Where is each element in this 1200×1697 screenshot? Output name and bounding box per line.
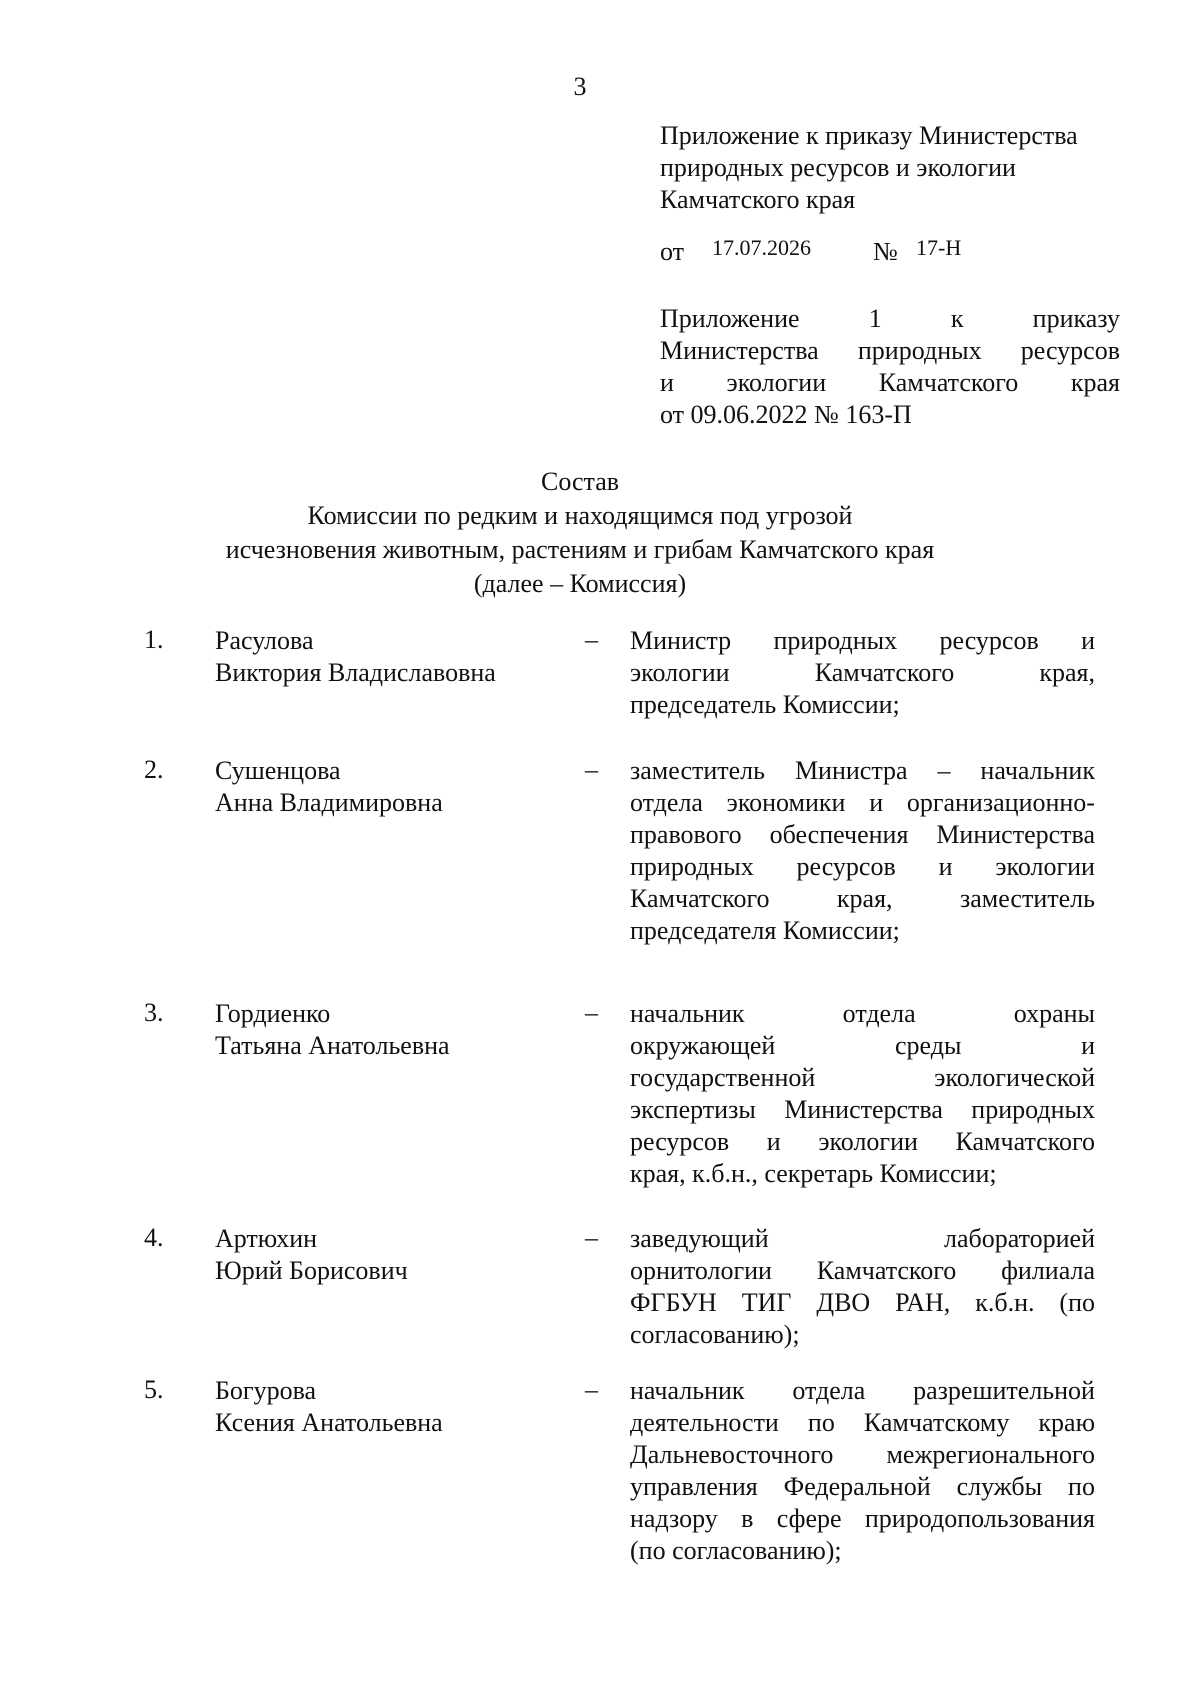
- member-name: [215, 755, 443, 819]
- word: управления: [630, 1472, 758, 1501]
- word: природных: [773, 626, 898, 655]
- approval-line: Камчатского края: [660, 185, 856, 214]
- member-name: [215, 1223, 408, 1287]
- word: межрегионального: [886, 1440, 1095, 1469]
- role-line: [630, 1471, 1095, 1503]
- word: природных: [630, 852, 754, 881]
- word: ФГБУН: [630, 1288, 717, 1317]
- role-line: [630, 1407, 1095, 1439]
- member-given-names: Юрий Борисович: [215, 1256, 408, 1285]
- role-line: [630, 1030, 1095, 1062]
- role-line: председателя Комиссии;: [630, 916, 900, 945]
- word: Камчатского: [955, 1127, 1095, 1156]
- approval-stamp: [660, 120, 1120, 216]
- role-line: [630, 1375, 1095, 1407]
- word: ресурсов: [630, 1127, 730, 1156]
- member-role: [630, 625, 1095, 721]
- word: лабораторией: [944, 1224, 1095, 1253]
- member-number: 1.: [144, 625, 164, 654]
- member-role: [630, 1375, 1095, 1567]
- amendment-line-1: [660, 303, 1120, 335]
- word: к.б.н.: [975, 1288, 1035, 1317]
- approval-line: природных ресурсов и экологии: [660, 153, 1016, 182]
- word: РАН,: [895, 1288, 951, 1317]
- word: ресурсов: [796, 852, 896, 881]
- member-name: [215, 1375, 443, 1439]
- word: разрешительной: [913, 1376, 1095, 1405]
- role-line: [630, 1223, 1095, 1255]
- word: Камчатского: [878, 368, 1019, 397]
- word: приказу: [1032, 304, 1120, 333]
- member-number: 4.: [144, 1223, 164, 1252]
- word: края,: [1039, 658, 1095, 687]
- role-line: [630, 755, 1095, 787]
- dash-separator: –: [585, 625, 598, 654]
- word: (по: [1059, 1288, 1095, 1317]
- role-line: [630, 625, 1095, 657]
- word: отдела: [792, 1376, 866, 1405]
- word: и: [766, 1127, 781, 1156]
- word: 1: [868, 304, 882, 333]
- member-surname: Сушенцова: [215, 756, 341, 785]
- member-given-names: Татьяна Анатольевна: [215, 1031, 450, 1060]
- word: организационно-: [906, 788, 1095, 817]
- member-name: [215, 998, 450, 1062]
- word: заместитель: [959, 884, 1095, 913]
- word: края,: [836, 884, 893, 913]
- role-line: [630, 1094, 1095, 1126]
- word: в: [741, 1504, 754, 1533]
- role-line: [630, 1287, 1095, 1319]
- word: и: [938, 852, 953, 881]
- word: начальник: [980, 756, 1095, 785]
- word: Камчатского: [630, 884, 770, 913]
- amendment-line-2: [660, 335, 1120, 367]
- word: деятельности: [630, 1408, 779, 1437]
- title-line: Комиссии по редким и находящимся под угрозой: [307, 501, 853, 530]
- word: по: [807, 1408, 835, 1437]
- word: Министерства: [784, 1095, 943, 1124]
- role-line: [630, 851, 1095, 883]
- member-role: [630, 998, 1095, 1190]
- word: Министерства: [660, 336, 819, 365]
- number-label: №: [873, 237, 898, 266]
- word: отдела: [842, 999, 916, 1028]
- word: ресурсов: [1020, 336, 1120, 365]
- word: Федеральной: [783, 1472, 931, 1501]
- word: природных: [857, 336, 982, 365]
- member-number: 5.: [144, 1375, 164, 1404]
- role-line: края, к.б.н., секретарь Комиссии;: [630, 1159, 997, 1188]
- word: среды: [895, 1031, 962, 1060]
- amendment-line-3: [660, 367, 1120, 399]
- word: к: [950, 304, 964, 333]
- member-given-names: Анна Владимировна: [215, 788, 443, 817]
- role-line: [630, 883, 1095, 915]
- dash-separator: –: [585, 1375, 598, 1404]
- member-number: 2.: [144, 755, 164, 784]
- role-line: [630, 1503, 1095, 1535]
- word: и: [660, 368, 674, 397]
- dash-separator: –: [585, 998, 598, 1027]
- word: экологии: [995, 852, 1095, 881]
- member-surname: Гордиенко: [215, 999, 331, 1028]
- word: и: [869, 788, 884, 817]
- word: орнитологии: [630, 1256, 772, 1285]
- word: сфере: [776, 1504, 842, 1533]
- word: и: [1081, 1031, 1095, 1060]
- role-line: [630, 787, 1095, 819]
- word: природопользования: [864, 1504, 1095, 1533]
- role-line: [630, 998, 1095, 1030]
- member-number: 3.: [144, 998, 164, 1027]
- role-line: согласованию);: [630, 1320, 800, 1349]
- word: филиала: [1001, 1256, 1095, 1285]
- word: Приложение: [660, 304, 800, 333]
- word: заместитель: [630, 756, 766, 785]
- word: –: [937, 756, 951, 785]
- page-number: 3: [573, 72, 587, 101]
- word: экономики: [726, 788, 846, 817]
- approval-date: 17.07.2026: [712, 235, 811, 260]
- approval-number: 17-Н: [916, 235, 962, 260]
- member-surname: Богурова: [215, 1376, 317, 1405]
- word: экологии: [818, 1127, 918, 1156]
- word: краю: [1038, 1408, 1095, 1437]
- member-name: [215, 625, 496, 689]
- word: обеспечения: [769, 820, 909, 849]
- word: государственной: [630, 1063, 816, 1092]
- word: по: [1068, 1472, 1095, 1501]
- member-given-names: Виктория Владиславовна: [215, 658, 496, 687]
- dash-separator: –: [585, 755, 598, 784]
- word: экспертизы: [630, 1095, 756, 1124]
- word: Камчатскому: [863, 1408, 1010, 1437]
- word: Камчатского: [816, 1256, 957, 1285]
- word: экологической: [934, 1063, 1095, 1092]
- member-role: [630, 755, 1095, 947]
- dash-separator: –: [585, 1223, 598, 1252]
- word: заведующий: [630, 1224, 769, 1253]
- word: окружающей: [630, 1031, 776, 1060]
- role-line: [630, 657, 1095, 689]
- word: ТИГ: [741, 1288, 792, 1317]
- role-line: председатель Комиссии;: [630, 690, 900, 719]
- amendment-line-4: от 09.06.2022 № 163-П: [660, 400, 912, 429]
- word: начальник: [630, 999, 745, 1028]
- from-label: от: [660, 237, 685, 266]
- approval-line: Приложение к приказу Министерства: [660, 121, 1078, 150]
- member-given-names: Ксения Анатольевна: [215, 1408, 443, 1437]
- word: края: [1070, 368, 1120, 397]
- word: отдела: [630, 788, 703, 817]
- word: экологии: [726, 368, 827, 397]
- word: и: [1081, 626, 1095, 655]
- member-surname: Расулова: [215, 626, 314, 655]
- word: природных: [971, 1095, 1095, 1124]
- member-surname: Артюхин: [215, 1224, 318, 1253]
- title-heading: Состав: [540, 467, 620, 496]
- word: Министр: [630, 626, 732, 655]
- word: надзору: [630, 1504, 718, 1533]
- word: Камчатского: [814, 658, 955, 687]
- role-line: (по согласованию);: [630, 1536, 842, 1565]
- member-role: [630, 1223, 1095, 1351]
- role-line: [630, 819, 1095, 851]
- word: Министерства: [936, 820, 1095, 849]
- word: Дальневосточного: [630, 1440, 834, 1469]
- role-line: [630, 1439, 1095, 1471]
- word: начальник: [630, 1376, 745, 1405]
- role-line: [630, 1062, 1095, 1094]
- role-line: [630, 1255, 1095, 1287]
- word: правового: [630, 820, 742, 849]
- word: экологии: [630, 658, 730, 687]
- document-title: [0, 465, 1160, 601]
- word: ДВО: [816, 1288, 871, 1317]
- role-line: [630, 1126, 1095, 1158]
- title-line: (далее – Комиссия): [473, 569, 687, 598]
- word: Министра: [794, 756, 908, 785]
- word: ресурсов: [939, 626, 1039, 655]
- word: охраны: [1013, 999, 1095, 1028]
- word: службы: [956, 1472, 1043, 1501]
- approval-doc-ref: [660, 233, 1120, 265]
- amendment-reference: [660, 303, 1120, 431]
- title-line: исчезновения животным, растениям и грибам Камчатского края: [225, 535, 935, 564]
